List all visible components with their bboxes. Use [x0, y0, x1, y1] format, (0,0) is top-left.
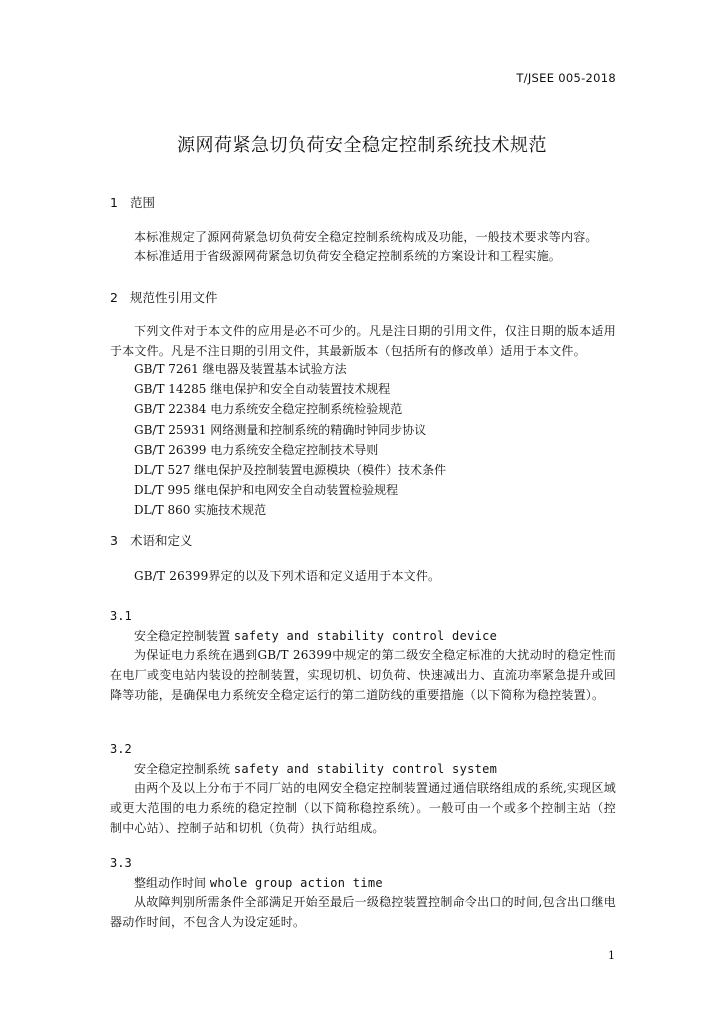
reference-item: DL/T 527 继电保护及控制装置电源模块（模件）技术条件 [134, 463, 447, 478]
term-3-3 [134, 874, 383, 891]
section-title: 范围 [130, 195, 156, 210]
reference-item: GB/T 14285 继电保护和安全自动装置技术规程 [134, 382, 391, 397]
reference-item: DL/T 995 继电保护和电网安全自动装置检验规程 [134, 483, 399, 498]
section-heading-2 [110, 288, 218, 306]
normative-intro: 下列文件对于本文件的应用是必不可少的。凡是注日期的引用文件，仅注日期的版本适用于本文件。凡是不注日期的引用文件，其最新版本（包括所有的修改单）适用于本文件。 [110, 324, 616, 358]
scope-paragraph-2: 本标准适用于省级源网荷紧急切负荷安全稳定控制系统的方案设计和工程实施。 [134, 249, 562, 263]
clause-number-3-2: 3.2 [110, 742, 132, 756]
reference-item: GB/T 25931 网络测量和控制系统的精确时钟同步协议 [134, 422, 427, 437]
definition-3-3: 从故障判别所需条件全部满足开始至最后一级稳控装置控制命令出口的时间,包含出口继电器动作时间，不包含人为设定延时。 [110, 895, 616, 929]
term-chinese: 安全稳定控制装置 [134, 629, 231, 643]
reference-item: GB/T 7261 继电器及装置基本试验方法 [134, 362, 347, 376]
scope-paragraph-1: 本标准规定了源网荷紧急切负荷安全稳定控制系统构成及功能，一般技术要求等内容。 [134, 230, 598, 244]
definition-3-1: 为保证电力系统在遇到GB/T 26399中规定的第二级安全稳定标准的大扰动时的稳定性而在电厂或变电站内装设的控制装置，实现切机、切负荷、快速减出力、直流功率紧急提升或回降等功能，是确保电力系统安全稳定运行的第二道防线的重要措施（以下简称为稳控装置）。 [110, 648, 616, 702]
reference-list [134, 359, 446, 521]
clause-number-3-1: 3.1 [110, 609, 132, 623]
section-title: 术语和定义 [130, 533, 193, 548]
section-title: 规范性引用文件 [130, 290, 218, 305]
standard-code: T/JSEE 005-2018 [516, 71, 616, 85]
definition-3-2: 由两个及以上分布于不同厂站的电网安全稳定控制装置通过通信联络组成的系统,实现区域或更大范围的电力系统的稳定控制（以下简称稳控系统）。一般可由一个或多个控制主站（控制中心站）、控制子站和切机（负荷）执行站组成。 [110, 781, 616, 835]
clause-number-3-3: 3.3 [110, 856, 132, 870]
term-3-1 [134, 627, 497, 644]
term-3-2 [134, 760, 497, 777]
term-chinese: 安全稳定控制系统 [134, 762, 231, 776]
section-number: 1 [110, 195, 118, 210]
page-number: 1 [608, 949, 615, 962]
terms-intro: GB/T 26399界定的以及下列术语和定义适用于本文件。 [134, 569, 441, 583]
section-heading-3 [110, 531, 193, 549]
section-number: 2 [110, 290, 118, 305]
reference-item: DL/T 860 实施技术规范 [134, 503, 267, 518]
section-number: 3 [110, 533, 118, 548]
section-heading-1 [110, 193, 155, 211]
term-english: whole group action time [209, 876, 383, 890]
term-chinese: 整组动作时间 [134, 876, 207, 890]
document-title: 源网荷紧急切负荷安全稳定控制系统技术规范 [177, 135, 547, 156]
reference-item: GB/T 26399 电力系统安全稳定控制技术导则 [134, 442, 379, 457]
reference-item: GB/T 22384 电力系统安全稳定控制系统检验规范 [134, 402, 403, 417]
term-english: safety and stability control device [233, 629, 498, 643]
term-english: safety and stability control system [233, 762, 498, 776]
